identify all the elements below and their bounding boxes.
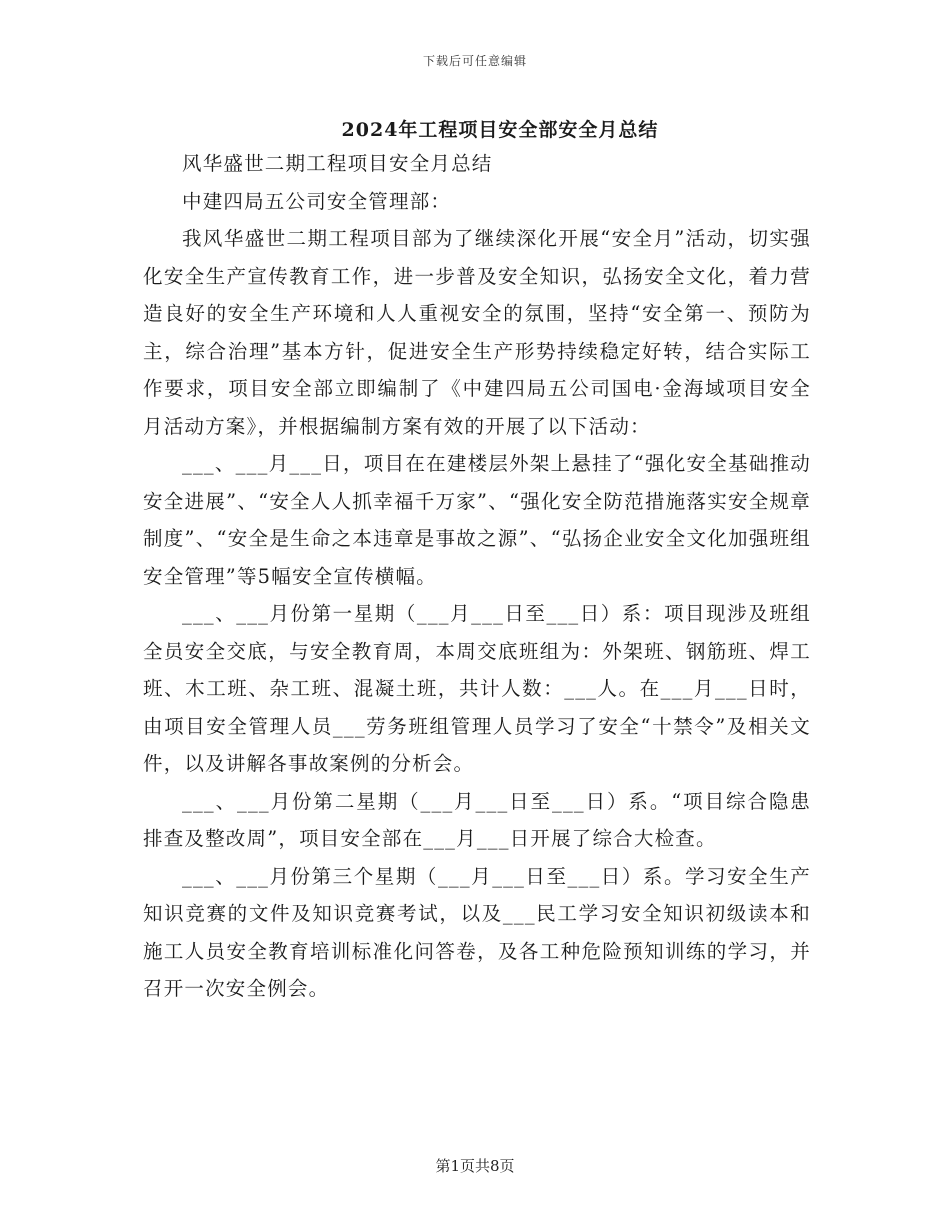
activity-paragraph-2: ___、___月份第一星期（___月___日至___日）系：项目现涉及班组全员安全交底，与安全教育周，本周交底班组为：外架班、钢筋班、焊工班、木工班、杂工班、混凝土班，共计人数：___人。在___月___日时，由项目安全管理人员___劳务班组管理人员学习了安全“十禁令”及相关文件，以及讲解各事故案例的分析会。 bbox=[143, 602, 811, 775]
header-note: 下载后可任意编辑 bbox=[422, 54, 527, 68]
document-title: 2024年工程项目安全部安全月总结 bbox=[341, 119, 659, 141]
document-body bbox=[143, 145, 811, 1008]
activity-paragraph-4: ___、___月份第三个星期（___月___日至___日）系。学习安全生产知识竞赛的文件及知识竞赛考试，以及___民工学习安全知识初级读本和施工人员安全教育培训标准化问答卷，及各工种危险预知训练的学习，并召开一次安全例会。 bbox=[143, 864, 811, 1000]
activity-paragraph-3: ___、___月份第二星期（___月___日至___日）系。“项目综合隐患排查及整改周”，项目安全部在___月___日开展了综合大检查。 bbox=[143, 789, 811, 850]
intro-paragraph: 我风华盛世二期工程项目部为了继续深化开展“安全月”活动，切实强化安全生产宣传教育工作，进一步普及安全知识，弘扬安全文化，着力营造良好的安全生产环境和人人重视安全的氛围，坚持“安全第一、预防为主，综合治理”基本方针，促进安全生产形势持续稳定好转，结合实际工作要求，项目安全部立即编制了《中建四局五公司国电·金海域项目安全月活动方案》，并根据编制方案有效的开展了以下活动： bbox=[143, 227, 811, 438]
activity-paragraph-1: ___、___月___日，项目在在建楼层外架上悬挂了“强化安全基础推动安全进展”、“安全人人抓幸福千万家”、“强化安全防范措施落实安全规章制度”、“安全是生命之本违章是事故之源”、“弘扬企业安全文化加强班组安全管理”等5幅安全宣传横幅。 bbox=[143, 452, 811, 588]
recipient-paragraph: 中建四局五公司安全管理部： bbox=[182, 189, 452, 213]
page-footer: 第1页共8页 bbox=[435, 1157, 515, 1175]
subtitle-paragraph: 风华盛世二期工程项目安全月总结 bbox=[182, 152, 493, 175]
